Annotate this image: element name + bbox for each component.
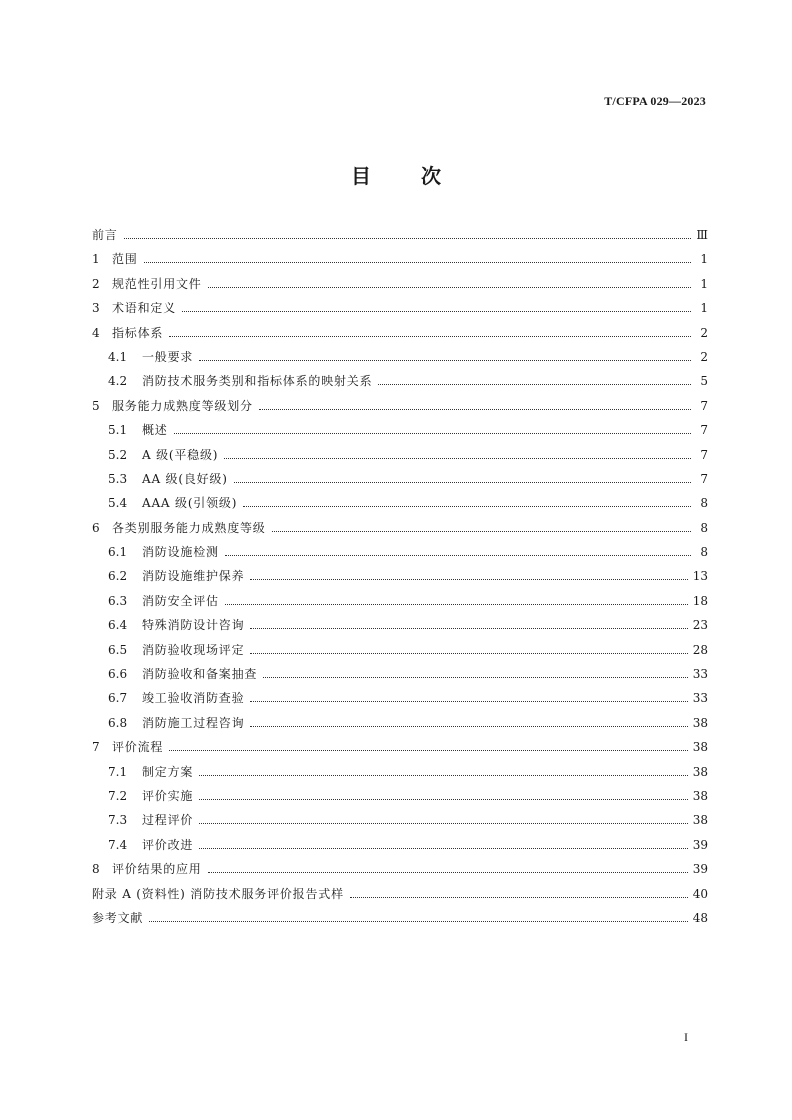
toc-entry-label: 概述 [142,423,168,438]
toc-entry-page: 8 [700,520,708,535]
toc-entry-page: 39 [692,837,708,852]
toc-entry[interactable] [92,909,708,933]
title-char-1: 目 [351,164,371,188]
toc-entry[interactable] [92,421,708,445]
toc-entry-page: 2 [700,325,708,340]
toc-leader-dots [199,799,688,800]
toc-entry-label: 消防验收和备案抽查 [142,667,258,682]
title-char-2: 次 [421,164,441,188]
toc-entry-page: 2 [700,349,708,364]
toc-leader-dots [208,872,688,873]
toc-entry-label: 术语和定义 [112,301,177,316]
toc-entry-label: 附录 A (资料性) 消防技术服务评价报告式样 [92,886,344,901]
toc-entry-page: 39 [692,862,708,877]
toc-leader-dots [174,433,691,434]
toc-entry-label: 制定方案 [142,764,194,779]
toc-entry[interactable] [92,494,708,518]
standard-code: T/CFPA 029—2023 [604,94,706,108]
toc-leader-dots [199,848,688,849]
toc-entry[interactable] [92,811,708,835]
toc-leader-dots [169,336,691,337]
toc-entry-label: 前言 [92,228,118,242]
toc-entry-label: 消防设施维护保养 [142,569,245,584]
toc-entry-number: 3 [92,301,100,316]
toc-entry-page: 38 [692,764,708,779]
toc-entry-label: 消防技术服务类别和指标体系的映射关系 [142,374,373,389]
toc-entry-number: 5 [92,398,100,413]
toc-entry[interactable] [92,397,708,421]
toc-entry[interactable] [92,616,708,640]
toc-entry-label: 消防安全评估 [142,593,219,608]
toc-entry-page: 23 [692,618,708,633]
toc-entry-page: 7 [700,398,708,413]
toc-leader-dots [199,823,688,824]
toc-entry[interactable] [92,763,708,787]
toc-entry[interactable] [92,519,708,543]
toc-leader-dots [182,311,691,312]
toc-entry-page: 28 [692,642,708,657]
toc-entry-page: 38 [692,813,708,828]
toc-entry-number: 6.6 [108,667,128,682]
toc-leader-dots [224,458,691,459]
toc-entry-label: AAA 级(引领级) [142,496,238,511]
toc-entry[interactable] [92,885,708,909]
toc-entry[interactable] [92,689,708,713]
toc-entry-page: 33 [692,667,708,682]
toc-leader-dots [259,409,691,410]
page-title [0,160,792,189]
toc-entry-number: 7.1 [108,764,128,779]
toc-entry-label: 评价实施 [142,788,194,803]
toc-entry-label: 特殊消防设计咨询 [142,618,245,633]
toc-entry-number: 6.3 [108,593,128,608]
toc-entry-number: 6.4 [108,618,128,633]
toc-entry-label: 评价流程 [112,740,164,755]
toc-entry[interactable] [92,446,708,470]
toc-entry-label: 消防设施检测 [142,545,219,560]
toc-entry[interactable] [92,567,708,591]
toc-entry-page: 38 [692,788,708,803]
toc-entry-page: 1 [700,301,708,316]
toc-entry[interactable] [92,275,708,299]
toc-entry[interactable] [92,226,708,250]
toc-leader-dots [124,238,691,239]
toc-entry[interactable] [92,299,708,323]
toc-entry-label: 范围 [112,252,138,267]
toc-entry-page: 1 [700,276,708,291]
toc-entry-label: 一般要求 [142,349,194,364]
toc-entry-number: 7.2 [108,788,128,803]
toc-entry[interactable] [92,714,708,738]
toc-entry[interactable] [92,470,708,494]
toc-entry-page: 7 [700,447,708,462]
toc-entry-page: 5 [700,374,708,389]
toc-entry-number: 6.7 [108,691,128,706]
toc-entry-number: 4.2 [108,374,128,389]
toc-leader-dots [234,482,691,483]
toc-entry-label: 服务能力成熟度等级划分 [112,398,253,413]
toc-entry-number: 4.1 [108,349,128,364]
toc-entry-label: A 级(平稳级) [142,447,219,462]
toc-entry-number: 7 [92,740,100,755]
toc-entry-page: 33 [692,691,708,706]
toc-entry-page: 38 [692,715,708,730]
toc-leader-dots [144,262,691,263]
toc-entry[interactable] [92,543,708,567]
toc-entry[interactable] [92,372,708,396]
table-of-contents [92,226,708,933]
toc-entry-label: 参考文献 [92,910,144,925]
toc-entry-page: 8 [700,545,708,560]
toc-entry-page: Ⅲ [696,228,708,242]
toc-entry-label: 消防施工过程咨询 [142,715,245,730]
toc-entry-number: 6 [92,520,100,535]
toc-entry[interactable] [92,836,708,860]
toc-entry-number: 6.2 [108,569,128,584]
toc-entry-number: 5.2 [108,447,128,462]
toc-leader-dots [250,701,687,702]
toc-entry-label: 规范性引用文件 [112,276,202,291]
toc-leader-dots [225,604,688,605]
toc-leader-dots [250,653,687,654]
toc-entry-page: 18 [692,593,708,608]
toc-entry[interactable] [92,860,708,884]
toc-entry-label: AA 级(良好级) [142,471,228,486]
toc-entry-label: 消防验收现场评定 [142,642,245,657]
toc-leader-dots [350,897,688,898]
toc-leader-dots [149,921,688,922]
toc-leader-dots [225,555,691,556]
toc-entry-page: 1 [700,252,708,267]
toc-entry[interactable] [92,641,708,665]
toc-leader-dots [199,360,691,361]
toc-leader-dots [250,726,687,727]
toc-entry-label: 各类别服务能力成熟度等级 [112,520,266,535]
toc-entry[interactable] [92,665,708,689]
toc-leader-dots [272,531,691,532]
toc-entry-number: 7.4 [108,837,128,852]
toc-entry-label: 评价改进 [142,837,194,852]
toc-entry[interactable] [92,787,708,811]
toc-entry-number: 8 [92,862,100,877]
toc-entry-number: 5.3 [108,471,128,486]
toc-entry-page: 13 [692,569,708,584]
toc-leader-dots [263,677,688,678]
toc-entry[interactable] [92,250,708,274]
page-number: I [684,1030,688,1044]
toc-entry-page: 38 [692,740,708,755]
toc-entry-label: 指标体系 [112,325,164,340]
toc-entry-page: 8 [700,496,708,511]
toc-leader-dots [243,506,691,507]
toc-entry[interactable] [92,592,708,616]
toc-entry-number: 5.1 [108,423,128,438]
toc-leader-dots [250,579,687,580]
toc-entry-number: 5.4 [108,496,128,511]
toc-entry-number: 4 [92,325,100,340]
toc-entry-page: 7 [700,471,708,486]
toc-entry-label: 过程评价 [142,813,194,828]
toc-entry-number: 7.3 [108,813,128,828]
toc-entry-label: 竣工验收消防查验 [142,691,245,706]
toc-leader-dots [199,775,688,776]
toc-entry-page: 7 [700,423,708,438]
toc-entry-number: 1 [92,252,100,267]
toc-entry-number: 6.5 [108,642,128,657]
toc-entry-number: 6.1 [108,545,128,560]
toc-leader-dots [169,750,688,751]
toc-entry[interactable] [92,324,708,348]
toc-leader-dots [250,628,687,629]
toc-entry-page: 40 [692,886,708,901]
toc-leader-dots [208,287,691,288]
toc-entry-number: 6.8 [108,715,128,730]
toc-leader-dots [378,384,691,385]
toc-entry[interactable] [92,738,708,762]
toc-entry-number: 2 [92,276,100,291]
toc-entry-page: 48 [692,910,708,925]
toc-entry[interactable] [92,348,708,372]
toc-entry-label: 评价结果的应用 [112,862,202,877]
